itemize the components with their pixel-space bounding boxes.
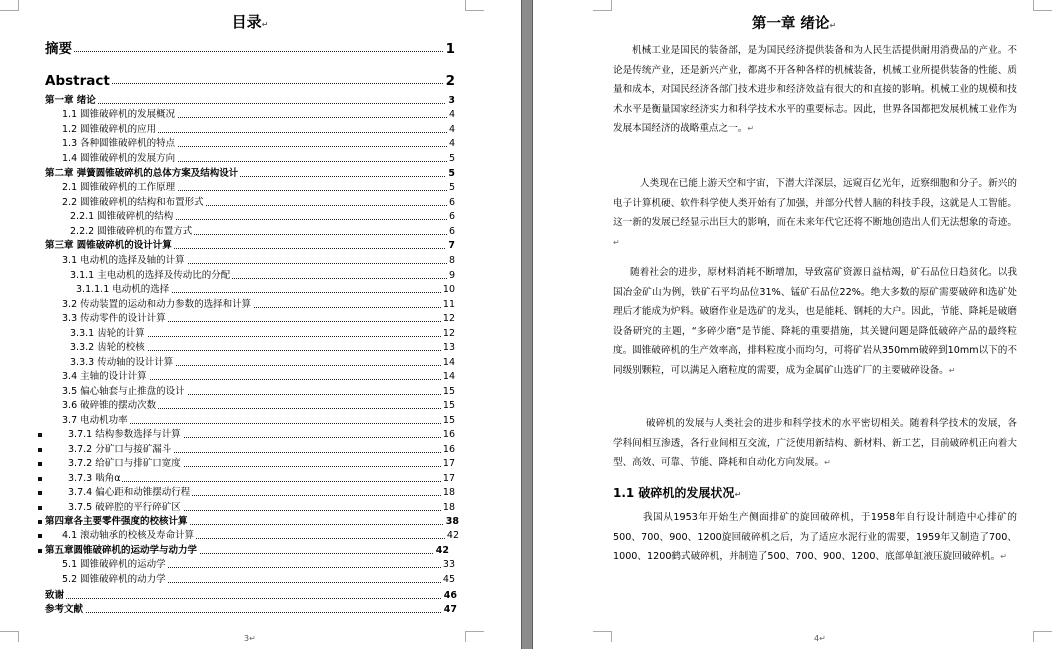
paragraph-mark — [38, 477, 42, 481]
toc-label: 5.2 圆锥破碎机的动力学 — [62, 574, 166, 585]
toc-page-number: 10 — [442, 284, 455, 295]
paragraph-mark — [38, 549, 42, 553]
toc-entry[interactable] — [0, 370, 455, 384]
toc-label: 第三章 圆锥破碎机的设计计算 — [45, 240, 172, 251]
toc-label: 第二章 弹簧圆锥破碎机的总体方案及结构设计 — [45, 168, 239, 179]
toc-page-number: 6 — [448, 197, 455, 208]
chapter-title: 第一章 绪论↵ — [751, 16, 837, 32]
toc-page-number: 4 — [448, 109, 455, 120]
toc-label: 3.1 电动机的选择及轴的计算 — [62, 255, 185, 266]
toc-entry[interactable] — [0, 312, 455, 326]
toc-label: 2.1 圆锥破碎机的工作原理 — [62, 182, 176, 193]
toc-page-number: 46 — [443, 590, 457, 601]
toc-page-number: 4 — [448, 138, 455, 149]
toc-entry[interactable] — [0, 589, 457, 603]
right-page — [533, 0, 1055, 649]
toc-entry[interactable] — [0, 239, 455, 253]
toc-page-number: 15 — [442, 400, 455, 411]
toc-label: 3.3.3 传动轴的设计计算 — [70, 357, 174, 368]
toc-label: 2.2.2 圆锥破碎机的布置方式 — [70, 226, 193, 237]
toc-label: 3.7.4 偏心距和动锥摆动行程 — [68, 487, 191, 498]
paragraph-mark — [38, 433, 42, 437]
toc-label: 第四章各主要零件强度的校核计算 — [45, 516, 188, 527]
toc-leader — [45, 612, 457, 613]
toc-page-number: 17 — [442, 473, 455, 484]
paragraph-mark — [38, 491, 42, 495]
toc-page-number: 12 — [442, 328, 455, 339]
toc-entry[interactable] — [0, 196, 455, 210]
toc-label: 4.1 滚动轴承的校核及寿命计算 — [62, 530, 195, 541]
toc-label: 1.4 圆锥破碎机的发展方向 — [62, 153, 176, 164]
toc-page-number: 33 — [442, 559, 455, 570]
corner-mark — [465, 631, 484, 642]
toc-label: 3.5 偏心轴套与止推盘的设计 — [62, 386, 185, 397]
toc-label: 3.7.2 分矿口与接矿漏斗 — [68, 444, 172, 455]
toc-label: 3.1.1 主电动机的选择及传动比的分配 — [70, 270, 231, 281]
corner-mark — [593, 631, 612, 642]
toc-label: 3.3.1 齿轮的计算 — [70, 328, 145, 339]
toc-label: 3.2 传动装置的运动和动力参数的选择和计算 — [62, 299, 252, 310]
toc-page-number: 3 — [448, 95, 455, 106]
toc-label: 第一章 绪论 — [45, 95, 96, 106]
toc-entry[interactable] — [0, 123, 455, 137]
toc-entry[interactable] — [0, 298, 455, 312]
toc-page-number: 6 — [448, 211, 455, 222]
toc-page-number: 11 — [442, 299, 455, 310]
toc-label: 3.7.1 结构参数选择与计算 — [68, 429, 181, 440]
paragraph: 随着社会的进步，原材料消耗不断增加，导致富矿资源日益枯竭，矿石品位日趋贫化。以我国冶金矿山为例，铁矿石平均品位31%、锰矿石品位22%。绝大多数的原矿需要破碎和选矿处理后才能成为炉料。破磨作业是选矿的龙头，也是能耗、钢耗的大户。因此，节能、降耗是破磨设备研究的主题，“多碎少磨”是节能、降耗的重要措施，其关键问题是降低破碎产品的最终粒度。圆锥破碎机的生产效率高，排料粒度小而均匀，可将矿岩从350mm破碎到10mm以下的不同级别颗粒，可以满足入磨粒度的需要，成为金属矿山选矿厂的主要破碎设备。↵ — [613, 267, 1017, 376]
toc-page-number: 18 — [442, 502, 455, 513]
toc-entry[interactable] — [0, 137, 455, 151]
toc-page-number: 9 — [448, 270, 455, 281]
toc-entry[interactable] — [0, 515, 459, 529]
toc-entry[interactable] — [0, 558, 455, 572]
corner-mark — [0, 0, 19, 11]
toc-label: 致谢 — [45, 590, 65, 601]
toc-label: 摘要 — [45, 41, 72, 57]
toc-label: 3.6 破碎锥的摆动次数 — [62, 400, 157, 411]
toc-entry[interactable] — [0, 457, 455, 471]
page-gutter — [521, 0, 533, 649]
toc-label: 3.7.5 破碎腔的平行碎矿区 — [68, 502, 181, 513]
toc-page-number: 16 — [442, 429, 455, 440]
corner-mark — [1033, 0, 1052, 11]
toc-page-number: 6 — [448, 226, 455, 237]
paragraph-mark — [38, 520, 42, 524]
toc-label: 1.2 圆锥破碎机的应用 — [62, 124, 157, 135]
toc-entry[interactable] — [0, 254, 455, 268]
toc-page-number: 1 — [445, 41, 455, 57]
toc-entry[interactable] — [0, 225, 455, 239]
toc-entry[interactable] — [0, 152, 455, 166]
toc-entry[interactable] — [0, 472, 455, 486]
corner-mark — [0, 631, 19, 642]
page-number: 4↵ — [814, 634, 826, 643]
corner-mark — [593, 0, 612, 11]
toc-entry[interactable] — [0, 108, 455, 122]
toc-page-number: 2 — [445, 73, 455, 89]
toc-page-number: 47 — [443, 604, 457, 615]
toc-page-number: 8 — [448, 255, 455, 266]
toc-label: 3.4 主轴的设计计算 — [62, 371, 147, 382]
toc-page-number: 38 — [445, 516, 459, 527]
toc-entry[interactable] — [0, 414, 455, 428]
toc-entry[interactable] — [0, 529, 459, 543]
toc-page-number: 45 — [442, 574, 455, 585]
paragraph-mark — [38, 506, 42, 510]
toc-label: 第五章圆锥破碎机的运动学与动力学 — [45, 545, 198, 556]
toc-entry[interactable] — [0, 544, 449, 558]
toc-leader — [45, 51, 455, 52]
paragraph-mark — [38, 534, 42, 538]
toc-entry[interactable] — [0, 94, 455, 108]
toc-entry[interactable] — [0, 341, 455, 355]
section-title: 1.1 破碎机的发展状况↵ — [613, 486, 742, 500]
toc-page-number: 4 — [448, 124, 455, 135]
toc-entry[interactable] — [0, 399, 455, 413]
toc-entry[interactable] — [0, 283, 455, 297]
toc-page-number: 12 — [442, 313, 455, 324]
toc-page-number: 5 — [448, 168, 455, 179]
toc-entry[interactable] — [0, 385, 455, 399]
toc-label: 3.7 电动机功率 — [62, 415, 128, 426]
toc-page-number: 14 — [442, 357, 455, 368]
toc-label: 2.2 圆锥破碎机的结构和布置形式 — [62, 197, 204, 208]
paragraph-mark — [38, 448, 42, 452]
toc-entry[interactable] — [0, 42, 455, 56]
paragraph: 我国从1953年开始生产侧面排矿的旋回破碎机，于1958年自行设计制造中心排矿的500、700、900、1200旋回破碎机之后，为了适应水泥行业的需要，1959年又制造了700、1000、1200鹤式破碎机，并制造了500、700、900、1200、底部单缸液压旋回破碎机。↵ — [613, 512, 1017, 563]
toc-page-number: 14 — [442, 371, 455, 382]
toc-label: 3.3 传动零件的设计计算 — [62, 313, 166, 324]
toc-label: 1.1 圆锥破碎机的发展概况 — [62, 109, 176, 120]
toc-page-number: 18 — [442, 487, 455, 498]
toc-entry[interactable] — [0, 428, 455, 442]
toc-entry[interactable] — [0, 74, 455, 88]
toc-entry[interactable] — [0, 181, 455, 195]
toc-entry[interactable] — [0, 443, 455, 457]
toc-page-number: 5 — [448, 182, 455, 193]
toc-title: 目录↵ — [231, 13, 269, 31]
paragraph: 破碎机的发展与人类社会的进步和科学技术的水平密切相关。随着科学技术的发展，各学科间相互渗透，各行业间相互交流，广泛使用新结构、新材料、新工艺，目前破碎机正向着大型、高效、可靠、节能、降耗和自动化方向发展。↵ — [613, 418, 1017, 469]
toc-page-number: 42 — [446, 530, 459, 541]
toc-label: Abstract — [45, 73, 110, 89]
toc-entry[interactable] — [0, 167, 455, 181]
toc-page-number: 15 — [442, 415, 455, 426]
left-page — [0, 0, 521, 649]
toc-label: 1.3 各种圆锥破碎机的特点 — [62, 138, 176, 149]
toc-leader — [45, 103, 455, 104]
toc-entry[interactable] — [0, 210, 455, 224]
corner-mark — [465, 0, 484, 11]
toc-label: 3.7.3 啮角α — [68, 473, 121, 484]
toc-page-number: 13 — [442, 342, 455, 353]
toc-entry[interactable] — [0, 269, 455, 283]
paragraph-mark — [38, 462, 42, 466]
toc-page-number: 5 — [448, 153, 455, 164]
toc-label: 2.2.1 圆锥破碎机的结构 — [70, 211, 174, 222]
toc-page-number: 15 — [442, 386, 455, 397]
toc-entry[interactable] — [0, 327, 455, 341]
page-number: 3↵ — [244, 634, 256, 643]
toc-page-number: 7 — [448, 240, 455, 251]
toc-label: 参考文献 — [45, 604, 84, 615]
toc-entry[interactable] — [0, 573, 455, 587]
toc-page-number: 42 — [435, 545, 449, 556]
toc-entry[interactable] — [0, 356, 455, 370]
paragraph: 机械工业是国民的装备部，是为国民经济提供装备和为人民生活提供耐用消费品的产业。不论是传统产业，还是新兴产业，都离不开各种各样的机械装备，机械工业所提供装备的性能、质量和成本，对国民经济各部门技术进步和经济效益有很大的和直接的影响。机械工业的规模和技术水平是衡量国家经济实力和科学技术水平的重要标志。因此，世界各国都把发展机械工业作为发展本国经济的战略重点之一。↵ — [613, 45, 1017, 135]
toc-page-number: 17 — [442, 458, 455, 469]
toc-entry[interactable] — [0, 486, 455, 500]
toc-page-number: 16 — [442, 444, 455, 455]
toc-label: 3.7.2 给矿口与排矿口宽度 — [68, 458, 181, 469]
toc-entry[interactable] — [0, 603, 457, 617]
paragraph: 人类现在已能上游天空和宇宙，下潜大洋深层，远窥百亿光年，近察细胞和分子。新兴的电子计算机硬、软件科学使人类开始有了加强，并部分代替人脑的科技手段，这就是人工智能。这一新的发展已经显示出巨大的影响，而在未来年代它还将不断地创造出人们无法想象的奇迹。↵ — [613, 178, 1017, 247]
toc-entry[interactable] — [0, 501, 455, 515]
toc-label: 5.1 圆锥破碎机的运动学 — [62, 559, 166, 570]
toc-label: 3.1.1.1 电动机的选择 — [76, 284, 170, 295]
toc-leader — [68, 481, 455, 482]
toc-leader — [45, 598, 457, 599]
corner-mark — [1033, 631, 1052, 642]
toc-label: 3.3.2 齿轮的校核 — [70, 342, 145, 353]
